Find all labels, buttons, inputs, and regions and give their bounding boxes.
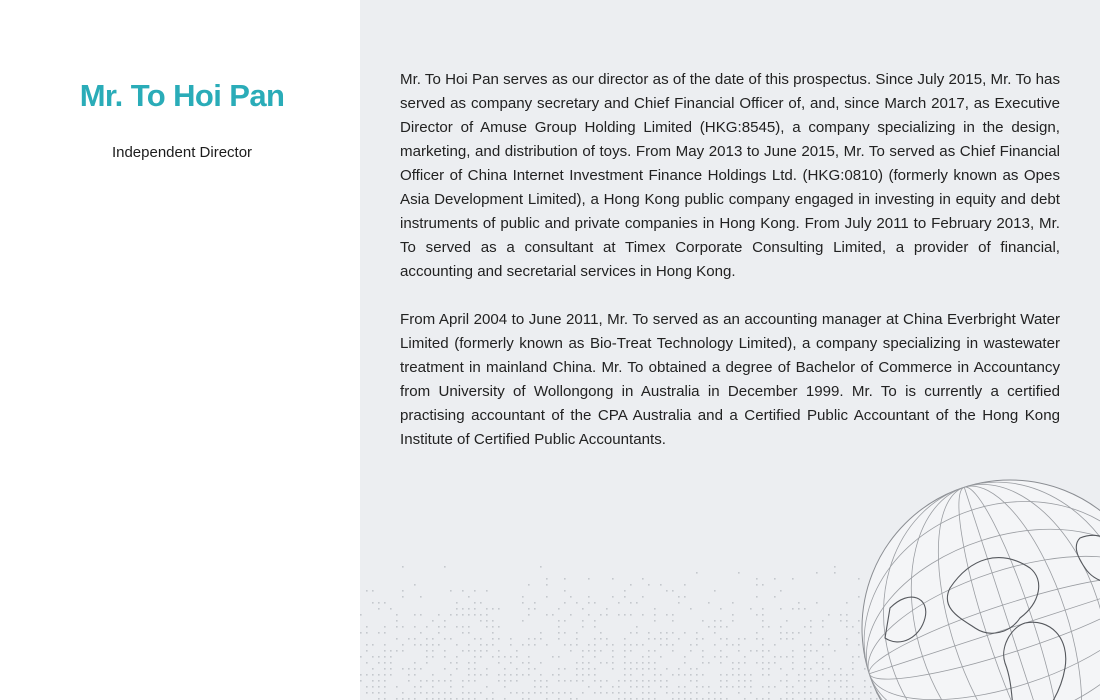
director-role: Independent Director bbox=[111, 144, 253, 161]
director-name: Mr. To Hoi Pan bbox=[79, 78, 285, 113]
biography-text bbox=[400, 68, 1060, 476]
globe-wireframe-icon bbox=[860, 478, 1100, 700]
bio-paragraph: From April 2004 to June 2011, Mr. To served as an accounting manager at China Everbright Water Limited (formerly known as Bio-Treat Technology Limited), a company specializing in wastewater treatment in mainland China. Mr. To obtained a degree of Bachelor of Commerce in Accountancy from University of Wollongong in Australia in December 1999. Mr. To is currently a certified practising accountant of the CPA Australia and a Certified Public Accountant of the Hong Kong Institute of Certified Public Accountants. bbox=[400, 311, 1060, 448]
profile-panel bbox=[0, 0, 360, 700]
biography-panel bbox=[360, 0, 1100, 700]
bio-paragraph: Mr. To Hoi Pan serves as our director as of the date of this prospectus. Since July 2015, Mr. To has served as company secretary and Chief Financial Officer of, and, since March 2017, as Executive Director of Amuse Group Holding Limited (HKG:8545), a company specializing in the design, marketing, and distribution of toys. From May 2013 to June 2015, Mr. To served as Chief Financial Officer of China Internet Investment Finance Holdings Ltd. (HKG:0810) (formerly known as Opes Asia Development Limited), a Hong Kong public company engaged in investing in equity and debt instruments of public and private companies in Hong Kong. From July 2011 to February 2013, Mr. To served as a consultant at Timex Corporate Consulting Limited, a provider of financial, accounting and secretarial services in Hong Kong. bbox=[400, 71, 1060, 280]
